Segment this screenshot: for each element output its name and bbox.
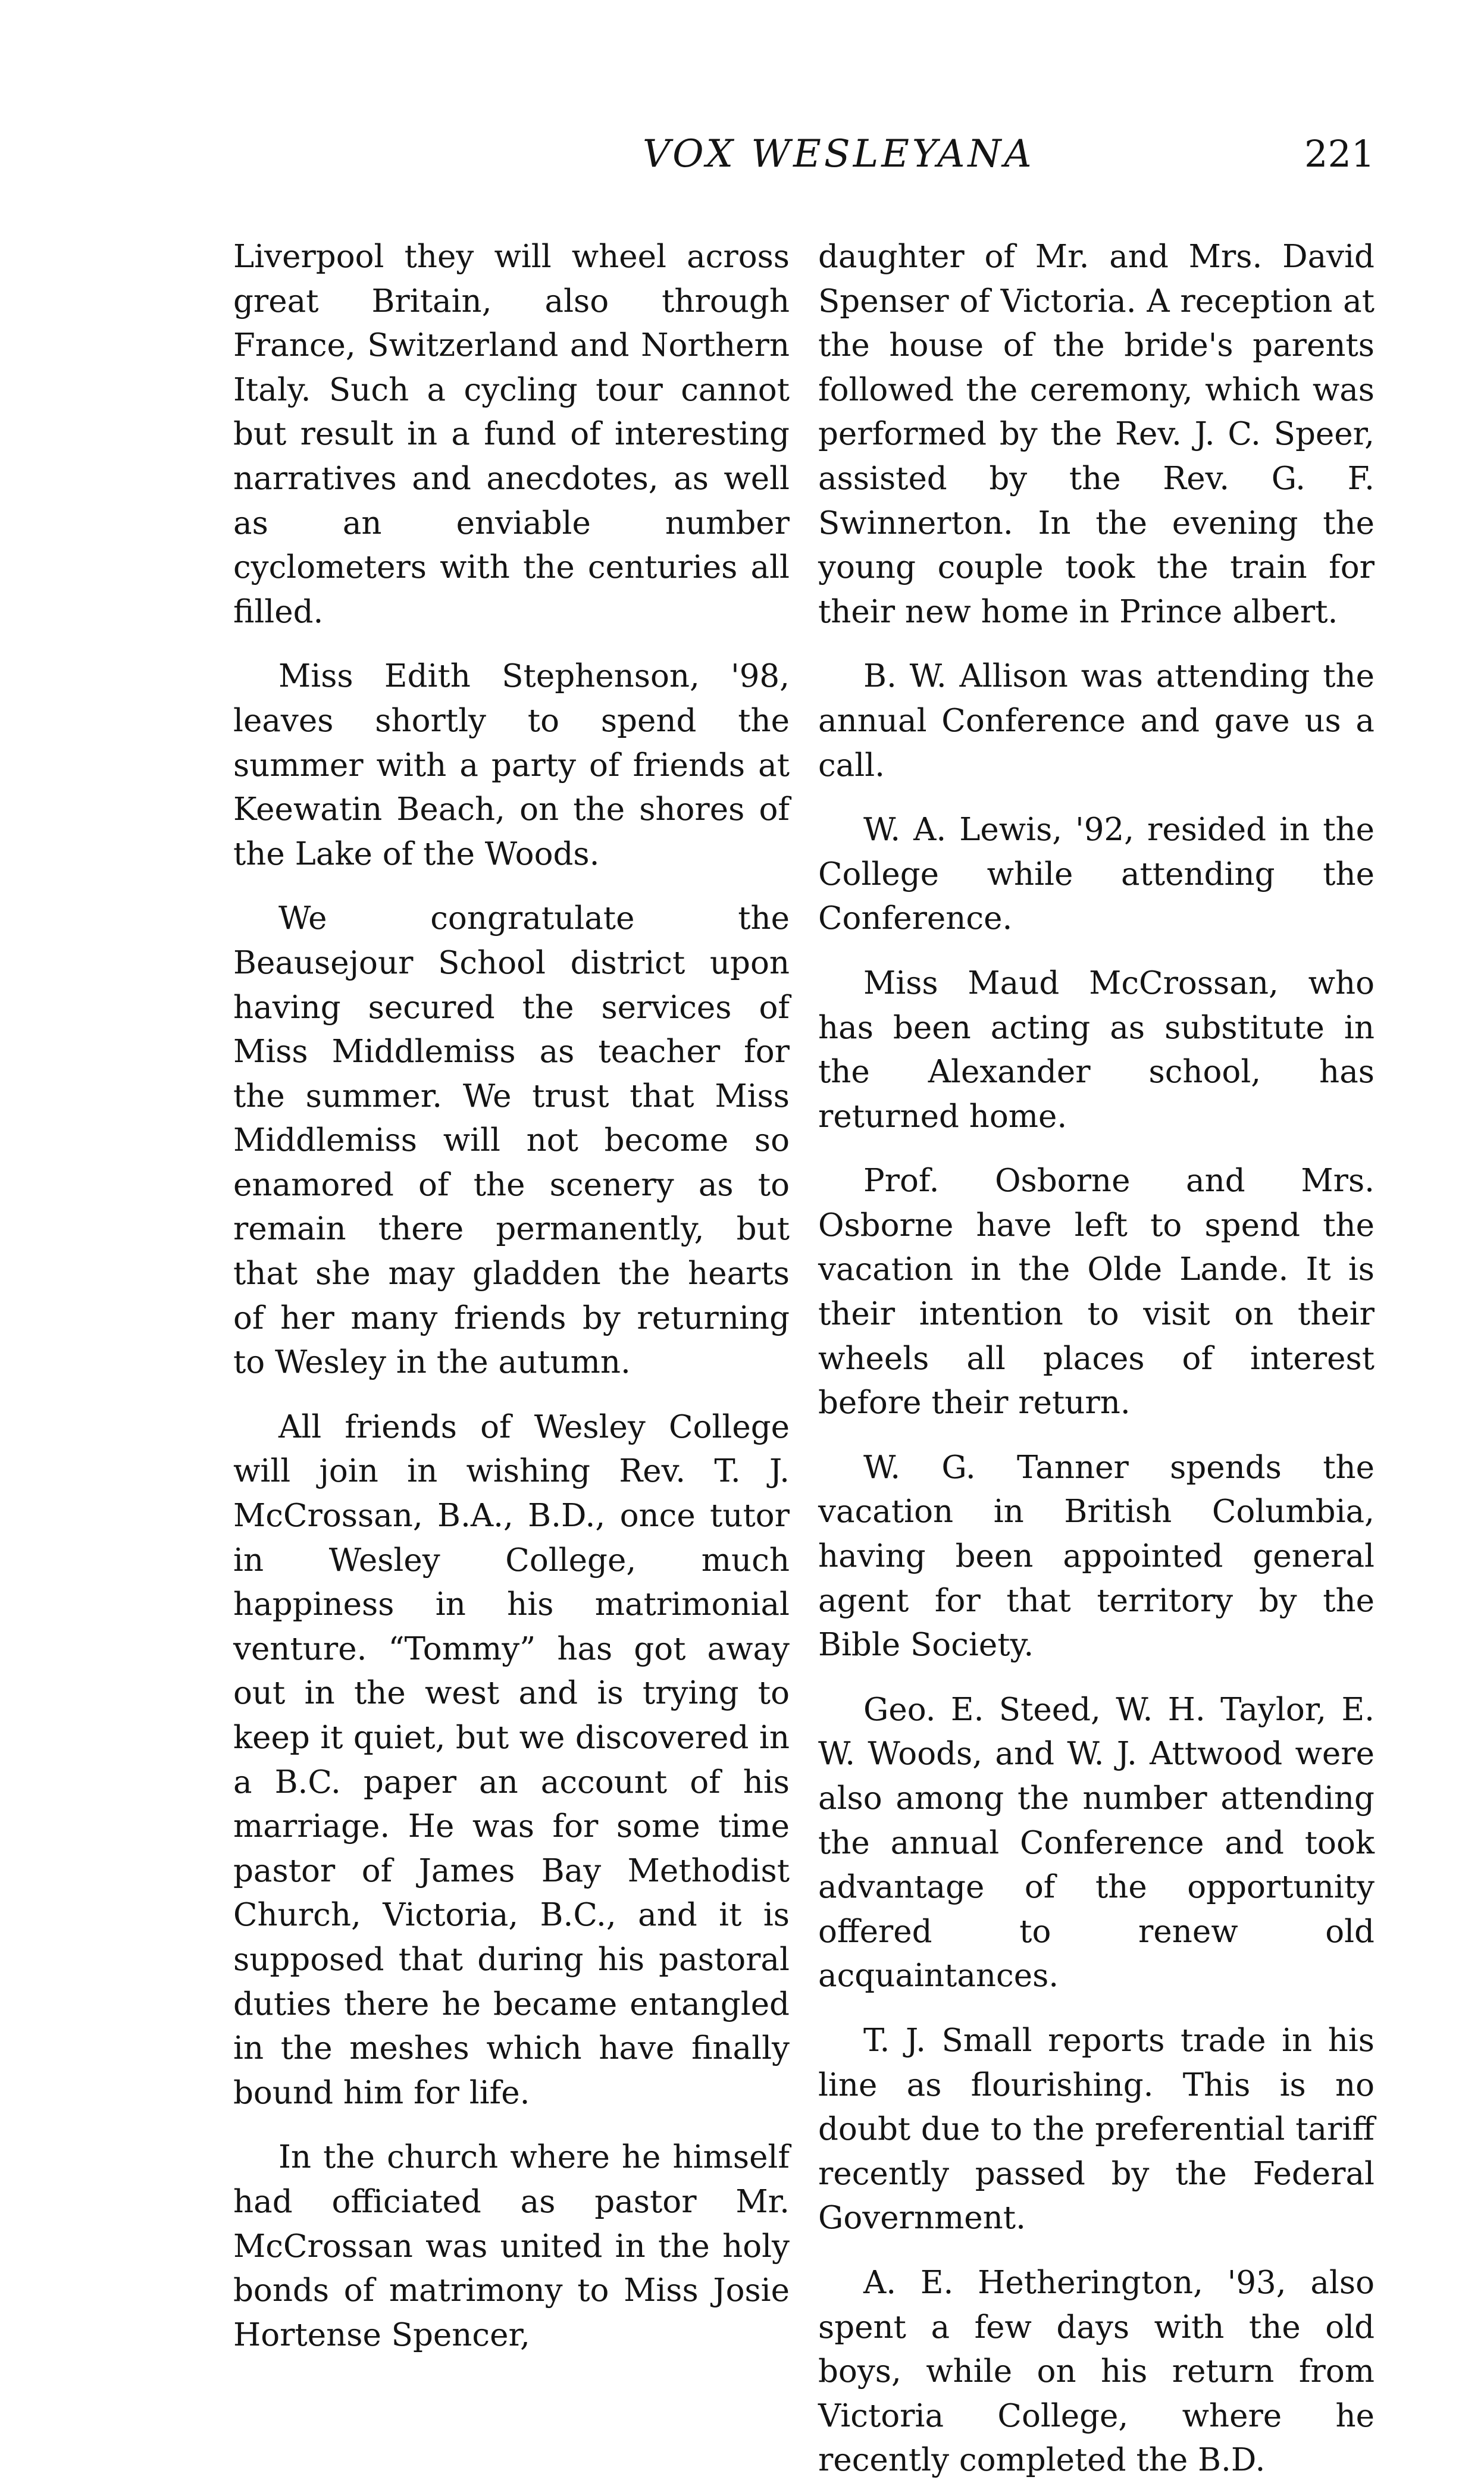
paragraph-spenser-reception: daughter of Mr. and Mrs. David Spenser of Victoria. A reception at the house of the bride's parents followed the ceremony, which was performed by the Rev. J. C. Speer, assisted by the Rev. G. F. Swinnerton. In the evening the young couple took the train for their new home in Prince albert.: [818, 239, 1375, 630]
paragraph-allison: B. W. Allison was attending the annual Conference and gave us a call.: [818, 658, 1375, 784]
paragraph-tanner: W. G. Tanner spends the vacation in British Columbia, having been appointed general agent for that territory by the Bible Society.: [818, 1449, 1375, 1664]
journal-title: VOX WESLEYANA: [643, 132, 1035, 176]
left-column: [233, 235, 790, 2357]
page-number: 221: [1304, 132, 1375, 176]
running-head: [0, 132, 1484, 186]
paragraph-steed-taylor: Geo. E. Steed, W. H. Taylor, E. W. Woods, and W. J. Attwood were also among the number attending the annual Conference and took advantage of the opportunity offered to renew old acquaintances.: [818, 1691, 1375, 1994]
paragraph-liverpool-tour: Liverpool they will wheel across great Britain, also through France, Switzerland and Northern Italy. Such a cycling tour cannot but result in a fund of interesting narratives and anecdotes, as well as an enviable number cyclometers with the centuries all filled.: [233, 239, 790, 630]
paragraph-beausejour-school: We congratulate the Beausejour School district upon having secured the services of Miss Middlemiss as teacher for the summer. We trust that Miss Middlemiss will not become so enamored of the scenery as to remain there permanently, but that she may gladden the hearts of her many friends by returning to Wesley in the autumn.: [233, 900, 790, 1381]
paragraph-mccrossan-marriage: All friends of Wesley College will join in wishing Rev. T. J. McCrossan, B.A., B.D., once tutor in Wesley College, much happiness in his matrimonial venture. “Tommy” has got away out in the west and is trying to keep it quiet, but we discovered in a B.C. paper an account of his marriage. He was for some time pastor of James Bay Methodist Church, Victoria, B.C., and it is supposed that during his pastoral duties there he became entangled in the meshes which have finally bound him for life.: [233, 1408, 790, 2111]
paragraph-lewis: W. A. Lewis, '92, resided in the College while attending the Conference.: [818, 812, 1375, 937]
paragraph-maud-mccrossan: Miss Maud McCrossan, who has been acting as substitute in the Alexander school, has returned home.: [818, 965, 1375, 1135]
paragraph-hetherington: A. E. Hetherington, '93, also spent a few days with the old boys, while on his return from Victoria College, where he recently completed the B.D.: [818, 2264, 1375, 2479]
paragraph-edith-stephenson: Miss Edith Stephenson, '98, leaves shortly to spend the summer with a party of friends at Keewatin Beach, on the shores of the Lake of the Woods.: [233, 658, 790, 872]
paragraph-osborne: Prof. Osborne and Mrs. Osborne have left to spend the vacation in the Olde Lande. It is their intention to visit on their wheels all places of interest before their return.: [818, 1163, 1375, 1421]
paragraph-small: T. J. Small reports trade in his line as flourishing. This is no doubt due to the preferential tariff recently passed by the Federal Government.: [818, 2022, 1375, 2237]
right-column: [818, 235, 1375, 2483]
paragraph-church-ceremony: In the church where he himself had officiated as pastor Mr. McCrossan was united in the holy bonds of matrimony to Miss Josie Hortense Spencer,: [233, 2139, 790, 2353]
